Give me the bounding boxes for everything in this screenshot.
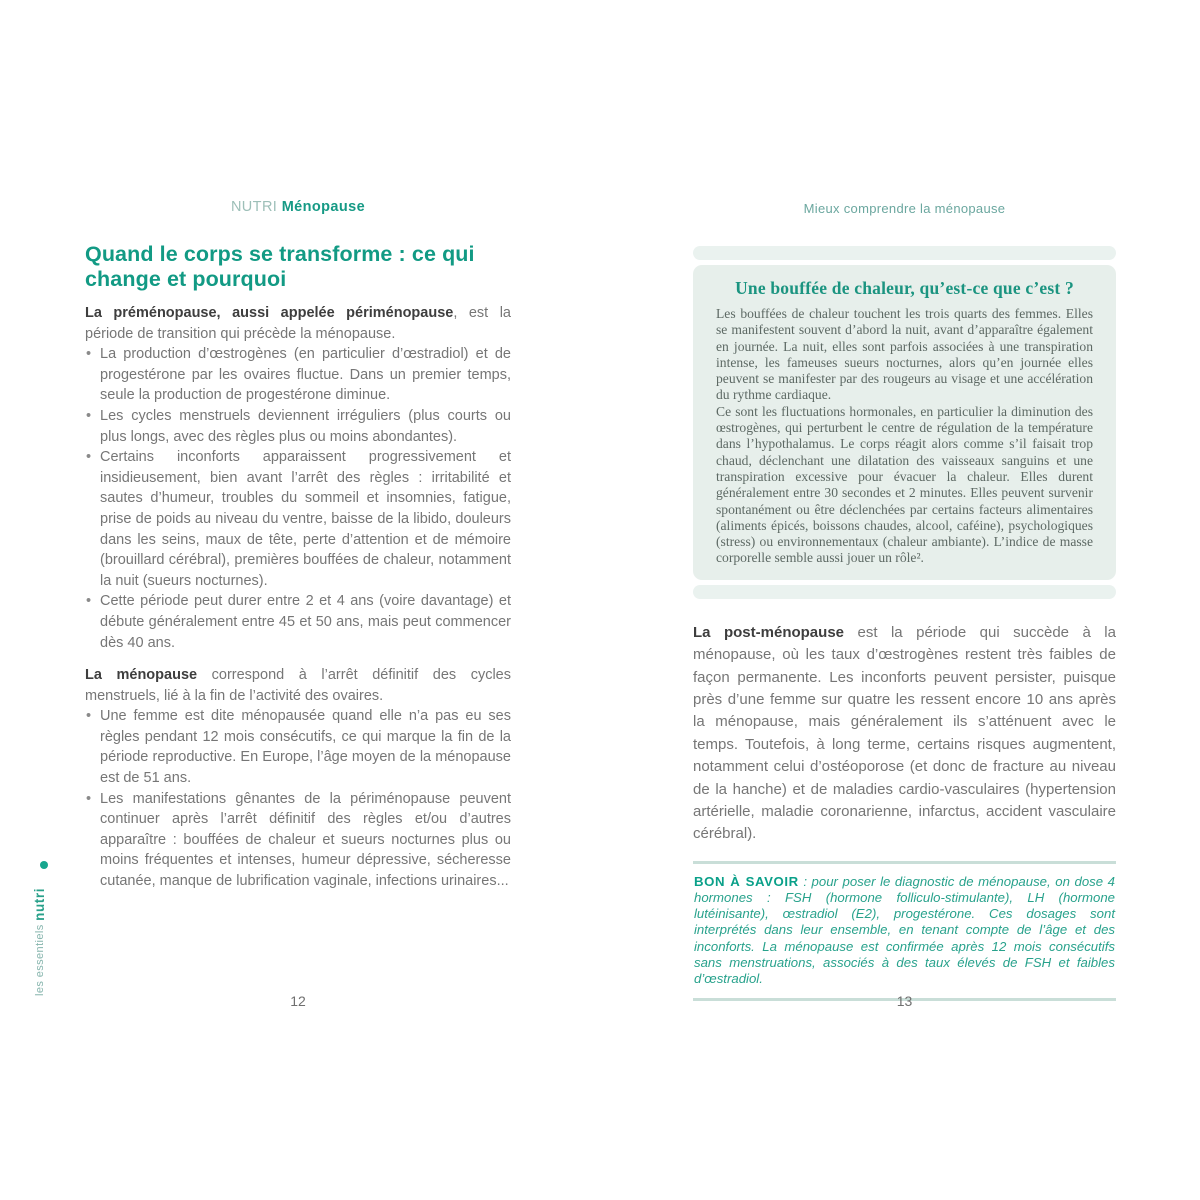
- page-right: [693, 195, 1116, 1025]
- menopause-rest: correspond à l’arrêt définitif des cycles menstruels, lié à la fin de l’activité des ovaires.: [85, 667, 511, 704]
- bullet-item: • La production d’œstrogènes (en particulier d’œstradiol) et de progestérone par les ovaires fluctue. Dans un premier temps, seule la production de progestérone diminue.: [85, 344, 511, 406]
- callout-paragraph: Ce sont les fluctuations hormonales, en particulier la diminution des œstrogènes, qui perturbent le centre de régulation de la température dans l’hypothalamus. Le corps réagit alors comme s’il faisait trop chaud, déclenchant une dilatation des vaisseaux sanguins et une transpiration excessive pour évacuer la chaleur. Elles durent généralement entre 30 secondes et 2 minutes. Elles peuvent survenir spontanément ou être déclenchées par certains facteurs alimentaires (aliments épicés, boissons chaudes, alcool, caféine), psychologiques (stress) ou environnementaux (chaleur ambiante). L’indice de masse corporelle semble aussi jouer un rôle².: [716, 403, 1093, 566]
- page-number-left: 12: [290, 993, 306, 1009]
- left-body-column: [85, 303, 511, 892]
- page-left: [85, 195, 511, 1025]
- brand-dot: [40, 861, 48, 869]
- postmenopause-rest: est la période qui succède à la ménopause, où les taux d’œstrogènes restent très faibles de façon permanente. Les inconforts peuvent persister, puisque près d’une femme sur quatre les ressent encore 10 ans après la ménopause, mais généralement ils s’atténuent avec le temps. Toutefois, à long terme, certains risques augmentent, notamment celui d’ostéoporose (et donc de fracture au niveau de la hanche) et de maladies cardio-vasculaires (hypertension artérielle, maladie coronarienne, infarctus, accident vasculaire cérébral).: [693, 623, 1116, 843]
- spine-brand: [31, 872, 49, 996]
- spine-space: [34, 921, 46, 924]
- running-header-right: Mieux comprendre la ménopause: [803, 201, 1006, 216]
- intro-lead: La préménopause, aussi appelée périménopause: [85, 305, 454, 321]
- intro-rest: , est la période de transition qui précède la ménopause.: [85, 305, 511, 342]
- spine-series-label: les essentiels: [34, 924, 46, 996]
- runhead-brand: NUTRI: [230, 199, 278, 215]
- postmenopause-lead: La post-ménopause: [693, 623, 844, 641]
- intro-paragraph: [85, 303, 511, 344]
- callout-paragraph: Les bouffées de chaleur touchent les trois quarts des femmes. Elles se manifestent souvent d’abord la nuit, avant d’apparaître également en journée. La nuit, elles sont parfois associées à une transpiration intense, les fameuses sueurs nocturnes, alors qu’en journée elles peuvent se manifester par des rougeurs au visage et une accélération du rythme cardiaque.: [716, 306, 1093, 403]
- section-heading: Quand le corps se transforme : ce qui change et pourquoi: [85, 242, 475, 291]
- spine-brand-name: nutri: [32, 887, 47, 921]
- bon-a-savoir-note: [693, 861, 1116, 1001]
- callout-box: [693, 246, 1116, 599]
- callout-bottom-strip: [693, 585, 1116, 599]
- running-header-left: [85, 199, 511, 215]
- runhead-title: Ménopause: [281, 199, 366, 215]
- callout-card: [693, 265, 1116, 580]
- bullet-item: • Certains inconforts apparaissent progressivement et insidieusement, bien avant l’arrêt des règles : irritabilité et sautes d’humeur, troubles du sommeil et insomnies, fatigue, prise de poids au niveau du ventre, baisse de la libido, douleurs dans les seins, maux de tête, perte d’attention et de mémoire (brouillard cérébral), premières bouffées de chaleur, notamment la nuit (sueurs nocturnes).: [85, 447, 511, 591]
- menopause-bullet-list: [85, 706, 511, 891]
- bullet-item: • Cette période peut durer entre 2 et 4 ans (voire davantage) et débute généralement entre 45 et 50 ans, mais peut commencer dès 40 ans.: [85, 591, 511, 653]
- callout-top-strip: [693, 246, 1116, 260]
- callout-body: [716, 306, 1093, 567]
- callout-title: Une bouffée de chaleur, qu’est-ce que c’est ?: [735, 278, 1074, 298]
- postmenopause-paragraph: [693, 622, 1116, 846]
- bullet-item: • Les manifestations gênantes de la périménopause peuvent continuer après l’arrêt définitif des règles et/ou d’autres apparaître : bouffées de chaleur et sueurs nocturnes plus ou moins fréquentes et intenses, humeur dépressive, sécheresse cutanée, manque de lubrification vaginale, infections urinaires...: [85, 789, 511, 892]
- page-number-right: 13: [896, 993, 913, 1009]
- note-label: BON À SAVOIR: [694, 873, 799, 889]
- menopause-lead: La ménopause: [85, 667, 198, 684]
- note-text: : pour poser le diagnostic de ménopause, on dose 4 hormones : FSH (hormone folliculo-stimulante), LH (hormone lutéinisante), œstradiol (E2), progestérone. Ces dosages sont interprétés dans leur ensemble, en tenant compte de l’âge et des inconforts. La ménopause est confirmée après 12 mois consécutifs sans menstruations, associés à des taux élevés de FSH et faibles d’œstradiol.: [694, 873, 1115, 987]
- menopause-paragraph: [85, 665, 511, 706]
- bullet-item: • Une femme est dite ménopausée quand elle n’a pas eu ses règles pendant 12 mois consécutifs, ce qui marque la fin de la période reproductive. En Europe, l’âge moyen de la ménopause est de 51 ans.: [85, 706, 511, 788]
- premenopause-bullet-list: [85, 344, 511, 653]
- bullet-item: • Les cycles menstruels deviennent irréguliers (plus courts ou plus longs, avec des règles plus ou moins abondantes).: [85, 406, 511, 447]
